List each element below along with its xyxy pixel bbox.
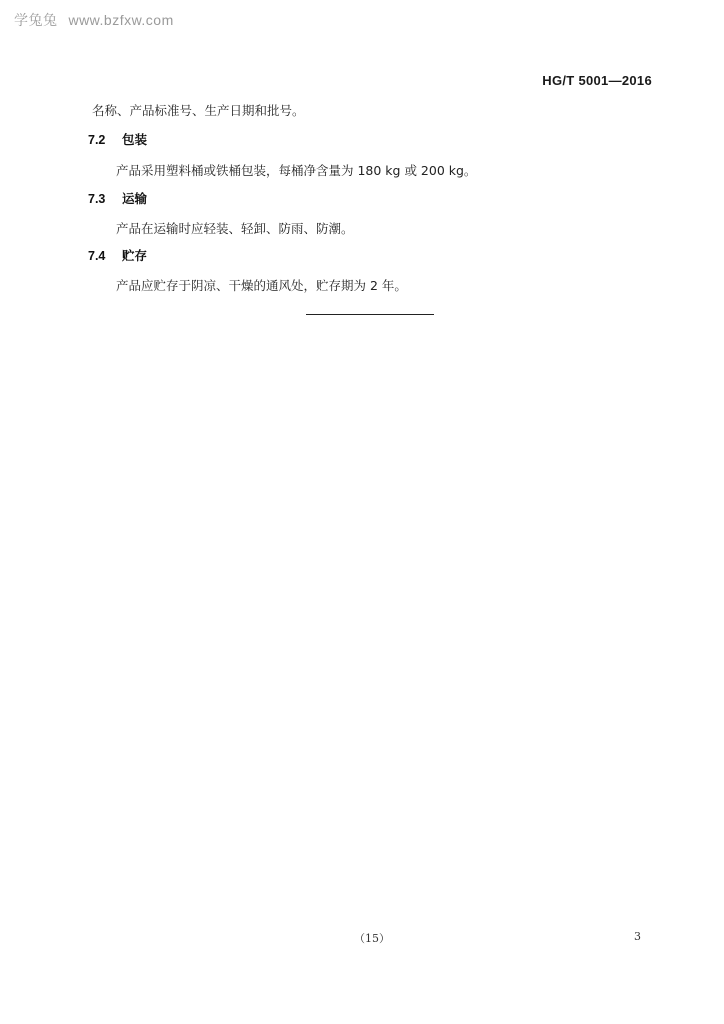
section-heading-7-3 [88, 189, 147, 207]
continued-line: 名称、产品标准号、生产日期和批号。 [92, 103, 305, 118]
section-text-7-4: 产品应贮存于阴凉、干燥的通风处，贮存期为 2 年。 [116, 278, 407, 293]
section-heading-7-4 [88, 246, 147, 264]
footer-center-page-number: （15） [354, 932, 390, 945]
standard-number: HG/T 5001—2016 [542, 73, 652, 88]
watermark-name: 学兔兔 [14, 13, 58, 29]
section-title: 包装 [122, 132, 148, 147]
section-number: 7.2 [88, 133, 106, 147]
section-title: 运输 [122, 191, 148, 206]
section-title: 贮存 [122, 248, 148, 263]
section-heading-7-2 [88, 130, 147, 148]
watermark-url: www.bzfxw.com [68, 12, 174, 28]
section-number: 7.4 [88, 249, 106, 263]
footer-page-number: 3 [634, 930, 641, 943]
section-text-7-2: 产品采用塑料桶或铁桶包装，每桶净含量为 180 kg 或 200 kg。 [116, 163, 477, 178]
section-number: 7.3 [88, 192, 106, 206]
end-rule [306, 314, 434, 315]
watermark [14, 10, 174, 30]
section-text-7-3: 产品在运输时应轻装、轻卸、防雨、防潮。 [116, 221, 354, 236]
